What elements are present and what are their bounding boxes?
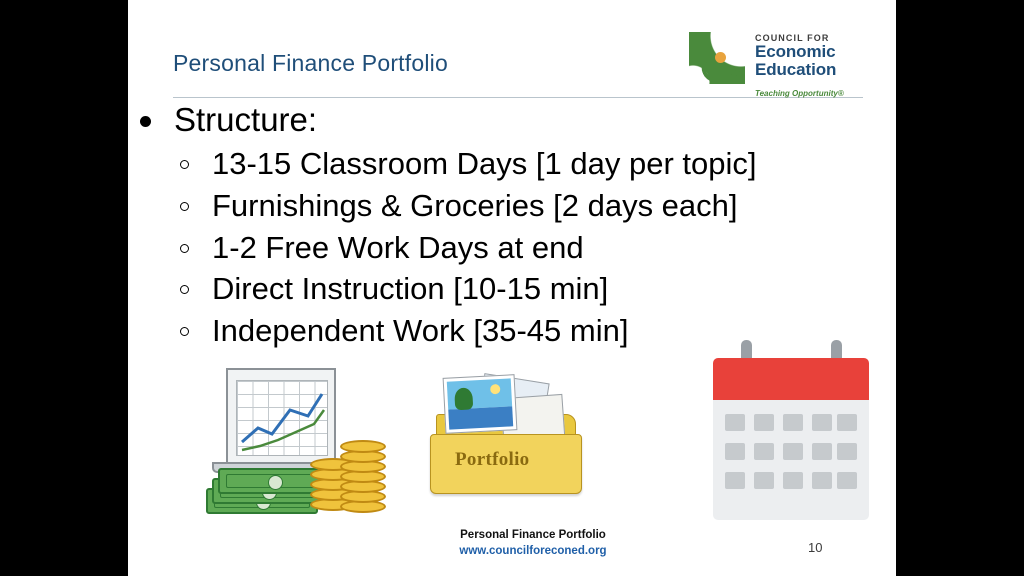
footer-url[interactable]: www.councilforeconed.org	[459, 544, 607, 557]
list-item-label: 13-15 Classroom Days [1 day per topic]	[212, 146, 757, 182]
folder-front	[430, 434, 582, 494]
list-item	[128, 186, 896, 226]
coin	[340, 440, 386, 453]
logo-mark-icon	[689, 32, 745, 84]
logo-line-3: Education	[755, 60, 837, 80]
calendar-cell	[812, 443, 832, 460]
bullet-disc-icon	[140, 116, 151, 127]
photo-thumbnail	[443, 374, 518, 434]
calendar-cell	[837, 443, 857, 460]
calendar-cell	[754, 472, 774, 489]
logo-tagline: Teaching Opportunity®	[755, 89, 844, 98]
calendar-cell	[812, 472, 832, 489]
page-title: Personal Finance Portfolio	[173, 50, 448, 76]
slide-footer	[408, 528, 658, 559]
bullet-circle-icon	[180, 202, 189, 211]
calendar-cell	[837, 414, 857, 431]
bullet-list	[128, 100, 896, 353]
coin-stack-icon	[340, 404, 386, 516]
calendar-cell	[812, 414, 832, 431]
banknote-seal	[268, 475, 283, 490]
calendar-cell	[783, 472, 803, 489]
photo-sea	[448, 406, 513, 429]
list-item-label: 1-2 Free Work Days at end	[212, 229, 584, 265]
council-for-economic-education-logo	[689, 28, 864, 98]
list-item-label: Direct Instruction [10-15 min]	[212, 271, 609, 307]
calendar-cell	[725, 472, 745, 489]
calendar-cell	[754, 443, 774, 460]
list-item	[128, 269, 896, 309]
calendar-cell	[754, 414, 774, 431]
list-item	[128, 144, 896, 184]
money-and-chart-illustration	[206, 368, 386, 513]
logo-dot	[715, 52, 726, 63]
photo-tree	[454, 387, 473, 410]
portfolio-folder-illustration	[428, 372, 588, 512]
page-number: 10	[808, 540, 823, 555]
bullet-circle-icon	[180, 327, 189, 336]
calendar-cell	[783, 414, 803, 431]
list-item-label: Furnishings & Groceries [2 days each]	[212, 187, 738, 223]
logo-wordmark	[755, 34, 836, 79]
bullet-circle-icon	[180, 160, 189, 169]
slide	[128, 0, 896, 576]
calendar-cell	[783, 443, 803, 460]
logo-line-2: Economic	[755, 42, 836, 62]
calendar-cell	[725, 443, 745, 460]
calendar-header	[713, 358, 869, 400]
folder-label: Portfolio	[455, 449, 530, 470]
bullet-heading-label: Structure:	[174, 101, 318, 138]
calendar-illustration	[713, 340, 873, 525]
calendar-cell	[725, 414, 745, 431]
list-item	[128, 228, 896, 268]
list-item-label: Independent Work [35-45 min]	[212, 312, 629, 348]
bullet-circle-icon	[180, 244, 189, 253]
calendar-cell	[837, 472, 857, 489]
bullet-heading	[128, 100, 896, 140]
footer-title: Personal Finance Portfolio	[460, 529, 606, 541]
calendar-body	[713, 400, 869, 520]
logo-line-1: COUNCIL FOR	[755, 33, 830, 43]
bullet-circle-icon	[180, 285, 189, 294]
